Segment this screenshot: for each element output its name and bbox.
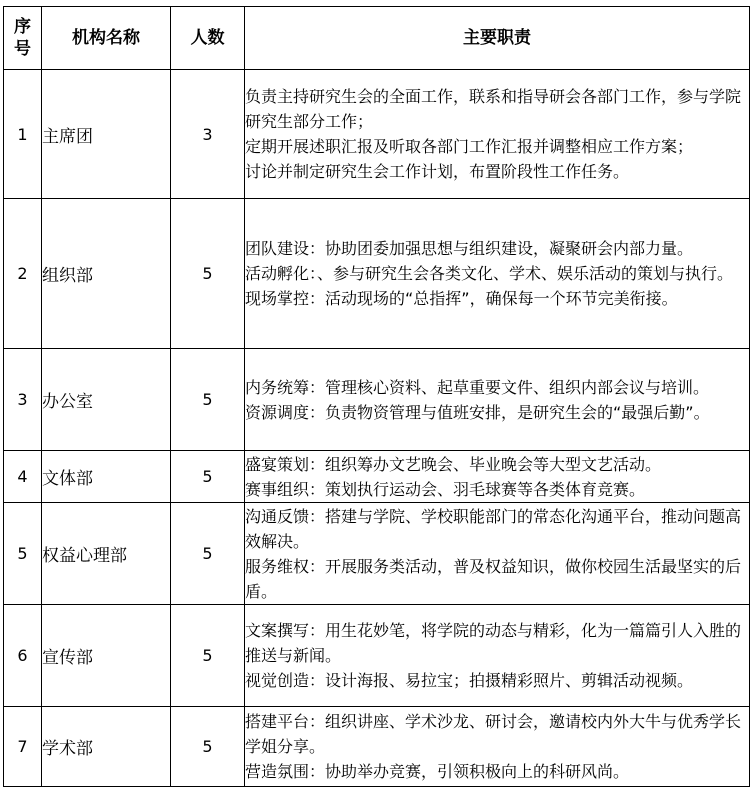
duty-line: 现场掌控：活动现场的“总指挥”，确保每一个环节完美衔接。 — [245, 289, 678, 308]
header-main-duties: 主要职责 — [245, 7, 750, 70]
member-count: 5 — [171, 707, 245, 787]
duty-line: 营造氛围：协助举办竞赛，引领积极向上的科研风尚。 — [245, 762, 630, 781]
table-row — [4, 199, 750, 349]
table-row — [4, 451, 750, 503]
table-row — [4, 503, 750, 605]
member-count: 5 — [171, 199, 245, 349]
duty-cell — [245, 199, 750, 349]
header-org-name: 机构名称 — [42, 7, 171, 70]
duty-line: 资源调度：负责物资管理与值班安排，是研究生会的“最强后勤”。 — [245, 402, 710, 422]
row-number: 5 — [4, 503, 42, 605]
table-row — [4, 605, 750, 707]
header-number — [4, 7, 42, 70]
duty-line: 定期开展述职汇报及听取各部门工作汇报并调整相应工作方案； — [245, 137, 694, 156]
org-name: 办公室 — [42, 349, 171, 451]
duty-line: 团队建设：协助团委加强思想与组织建设，凝聚研会内部力量。 — [245, 239, 694, 258]
duty-line: 视觉创造：设计海报、易拉宝；拍摄精彩照片、剪辑活动视频。 — [245, 671, 694, 690]
header-member-count: 人数 — [171, 7, 245, 70]
duty-line: 负责主持研究生会的全面工作，联系和指导研会各部门工作，参与学院研究生部分工作； — [245, 87, 742, 131]
organization-table — [3, 6, 750, 787]
duty-line: 文案撰写：用生花妙笔，将学院的动态与精彩，化为一篇篇引人入胜的推送与新闻。 — [245, 621, 742, 665]
duty-line: 服务维权：开展服务类活动，普及权益知识，做你校园生活最坚实的后盾。 — [245, 556, 742, 601]
duty-line: 内务统筹：管理核心资料、起草重要文件、组织内部会议与培训。 — [245, 377, 710, 397]
table-header-row — [4, 7, 750, 70]
duty-line: 盛宴策划：组织筹办文艺晚会、毕业晚会等大型文艺活动。 — [245, 454, 662, 474]
row-number: 7 — [4, 707, 42, 787]
duty-line: 赛事组织：策划执行运动会、羽毛球赛等各类体育竞赛。 — [245, 479, 646, 499]
member-count: 5 — [171, 349, 245, 451]
row-number: 3 — [4, 349, 42, 451]
duty-line: 讨论并制定研究生会工作计划，布置阶段性工作任务。 — [245, 162, 630, 181]
member-count: 5 — [171, 605, 245, 707]
duty-line: 搭建平台：组织讲座、学术沙龙、研讨会，邀请校内外大牛与优秀学长学姐分享。 — [245, 712, 742, 756]
table-row — [4, 707, 750, 787]
duty-cell — [245, 349, 750, 451]
header-number-line1: 序 — [14, 17, 31, 37]
org-name: 学术部 — [42, 707, 171, 787]
row-number: 2 — [4, 199, 42, 349]
member-count: 3 — [171, 70, 245, 199]
duty-line: 活动孵化：、参与研究生会各类文化、学术、娱乐活动的策划与执行。 — [245, 264, 734, 283]
duty-cell — [245, 70, 750, 199]
member-count: 5 — [171, 503, 245, 605]
duty-cell — [245, 605, 750, 707]
duty-cell — [245, 503, 750, 605]
row-number: 1 — [4, 70, 42, 199]
duty-line: 沟通反馈：搭建与学院、学校职能部门的常态化沟通平台，推动问题高效解决。 — [245, 506, 742, 551]
table-row — [4, 70, 750, 199]
duty-cell — [245, 707, 750, 787]
org-name: 权益心理部 — [42, 503, 171, 605]
org-name: 组织部 — [42, 199, 171, 349]
header-number-line2: 号 — [14, 39, 31, 59]
org-name: 文体部 — [42, 451, 171, 503]
row-number: 6 — [4, 605, 42, 707]
table-row — [4, 349, 750, 451]
org-name: 主席团 — [42, 70, 171, 199]
duty-cell — [245, 451, 750, 503]
member-count: 5 — [171, 451, 245, 503]
org-name: 宣传部 — [42, 605, 171, 707]
row-number: 4 — [4, 451, 42, 503]
